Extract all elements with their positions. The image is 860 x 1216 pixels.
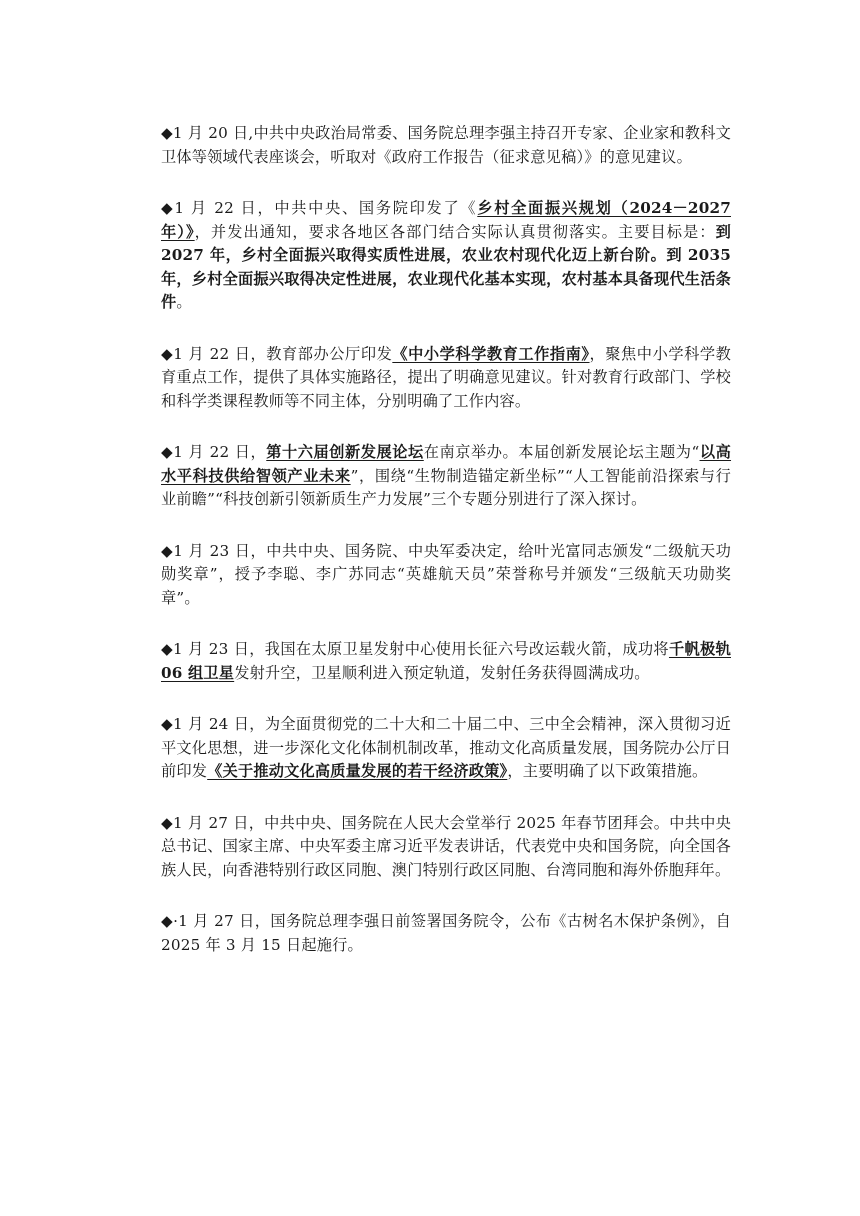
news-item-2 xyxy=(161,197,731,315)
news-item-text: ◆1 月 22 日， xyxy=(161,443,267,461)
culture-policy-link[interactable]: 《关于推动文化高质量发展的若干经济政策》 xyxy=(207,762,508,780)
innovation-forum-link[interactable]: 第十六届创新发展论坛 xyxy=(266,443,424,461)
rural-revitalization-plan-link[interactable]: 乡村全面振兴规划（2024－2027年）》 xyxy=(161,199,731,241)
satellite-group-link[interactable]: 千帆极轨 06 组卫星 xyxy=(161,640,731,682)
news-item-6 xyxy=(161,638,731,685)
news-item-text: ◆1 月 22 日，教育部办公厅印发 xyxy=(161,344,393,363)
news-item-3 xyxy=(161,343,731,414)
news-item-text: ◆·1 月 27 日，国务院总理李强日前签署国务院令，公布《古树名木保护条例》，自 2025 年 3 月 15 日起施行。 xyxy=(161,912,731,954)
news-item-text: ◆1 月 20 日,中共中央政治局常委、国务院总理李强主持召开专家、企业家和教科文卫体等领域代表座谈会，听取对《政府工作报告（征求意见稿）》的意见建议。 xyxy=(161,124,731,166)
news-item-5 xyxy=(161,540,731,611)
news-item-7 xyxy=(161,713,731,784)
news-item-1 xyxy=(161,122,731,169)
forum-theme-link[interactable]: 以高水平科技供给智领产业未来 xyxy=(161,443,732,485)
science-education-guide-link[interactable]: 《中小学科学教育工作指南》 xyxy=(392,344,590,363)
news-item-text: ，聚焦中小学科学教育重点工作，提供了具体实施路径，提出了明确意见建议。针对教育行政部门、学校和科学类课程教师等不同主体，分别明确了工作内容。 xyxy=(161,344,731,410)
news-item-text: ，并发出通知，要求各地区各部门结合实际认真贯彻落实。主要目标是： xyxy=(194,222,716,241)
news-item-text: ◆1 月 27 日，中共中央、国务院在人民大会堂举行 2025 年春节团拜会。中共中央总书记、国家主席、中央军委主席习近平发表讲话，代表党中央和国务院，向全国各族人民，向香港特别行政区同胞、澳门特别行政区同胞、台湾同胞和海外侨胞拜年。 xyxy=(161,813,731,879)
news-item-text: ◆1 月 22 日，中共中央、国务院印发了《 xyxy=(161,199,478,217)
news-item-4 xyxy=(161,441,731,512)
news-item-text: ◆1 月 23 日，中共中央、国务院、中央军委决定，给叶光富同志颁发“二级航天功勋奖章”，授予李聪、李广苏同志“英雄航天员”荣誉称号并颁发“三级航天功勋奖章”。 xyxy=(161,541,731,607)
news-item-8 xyxy=(161,812,731,883)
news-list xyxy=(161,122,731,985)
news-item-text: ，主要明确了以下政策措施。 xyxy=(507,762,708,780)
news-item-9 xyxy=(161,910,731,957)
news-item-text: ◆1 月 23 日，我国在太原卫星发射中心使用长征六号改运载火箭，成功将 xyxy=(161,640,669,658)
news-item-text: ◆1 月 24 日，为全面贯彻党的二十大和二十届二中、三中全会精神，深入贯彻习近平文化思想，进一步深化文化体制机制改革，推动文化高质量发展，国务院办公厅日前印发 xyxy=(161,715,731,780)
news-item-text: 。 xyxy=(176,293,192,311)
news-item-text: 在南京举办。本届创新发展论坛主题为“ xyxy=(423,443,700,461)
news-item-text: ”，围绕“生物制造锚定新坐标”“人工智能前沿探索与行业前瞻”“科技创新引领新质生产力发展”三个专题分别进行了深入探讨。 xyxy=(161,466,731,508)
plan-goals-bold-text: 到 2027 年，乡村全面振兴取得实质性进展，农业农村现代化迈上新台阶。到 2035 年，乡村全面振兴取得决定性进展，农业现代化基本实现，农村基本具备现代生活条件 xyxy=(161,222,731,311)
news-item-text: 发射升空，卫星顺利进入预定轨道，发射任务获得圆满成功。 xyxy=(234,663,650,682)
